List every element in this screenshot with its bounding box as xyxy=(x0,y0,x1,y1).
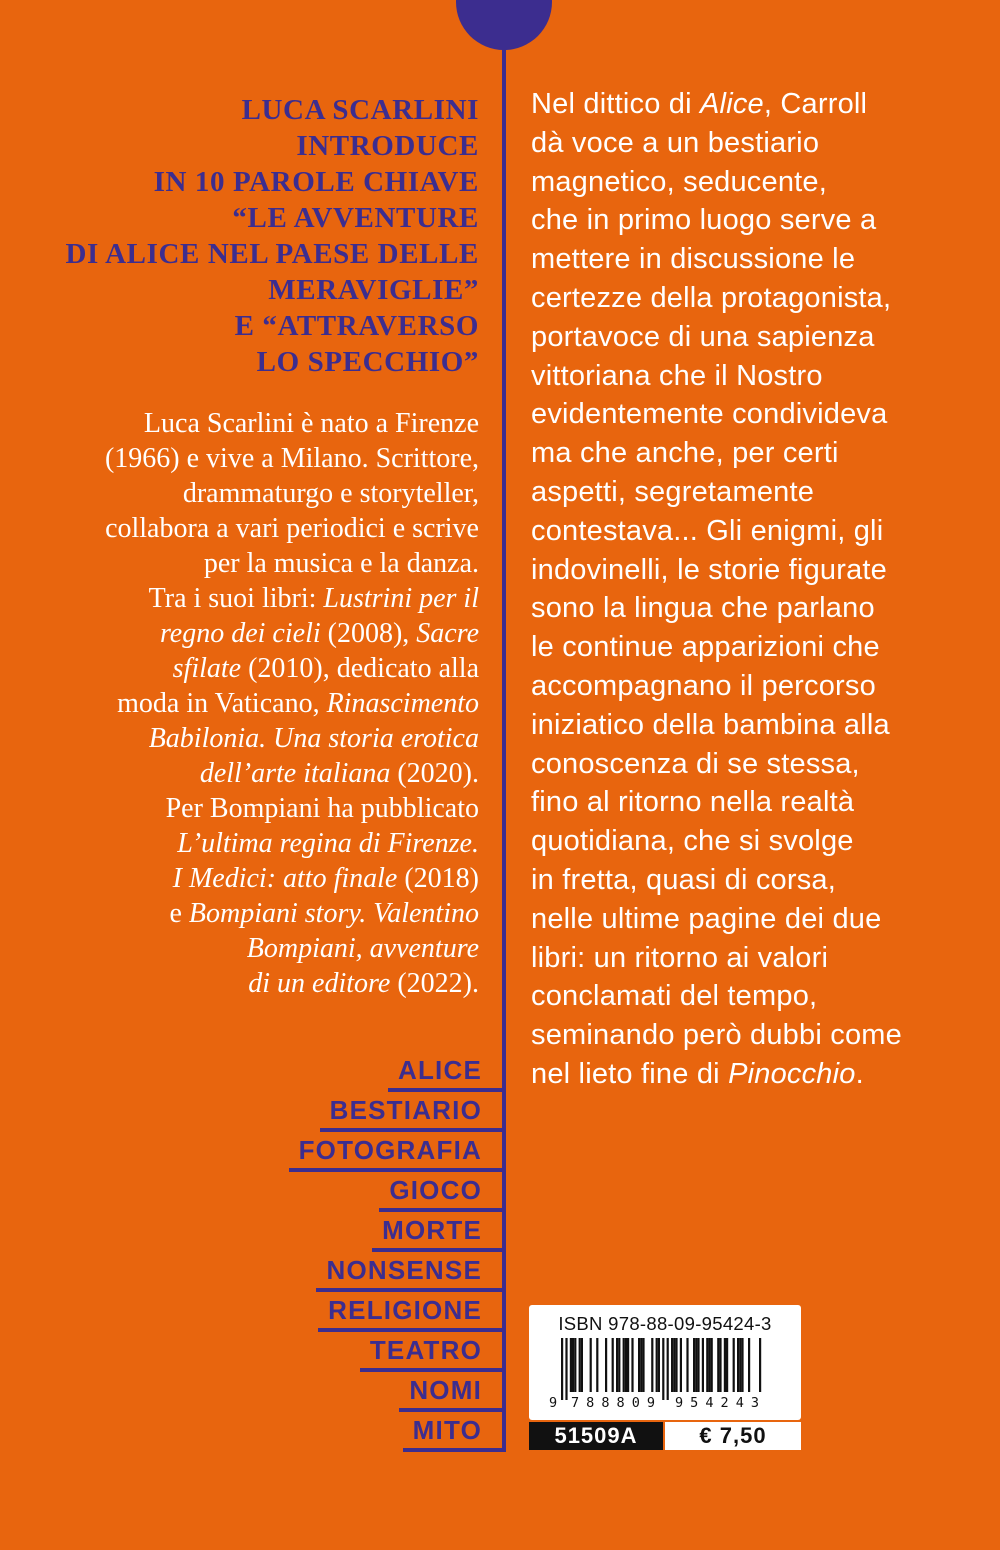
text-line: LO SPECCHIO” xyxy=(256,346,479,378)
text-line: le continue apparizioni che xyxy=(531,631,880,664)
keywords-list xyxy=(289,1052,506,1452)
keyword-item: MITO xyxy=(403,1412,506,1452)
text-line: Per Bompiani ha pubblicato xyxy=(165,793,479,824)
text-line: vittoriana che il Nostro xyxy=(531,359,823,392)
text-line: regno dei cieli (2008), Sacre xyxy=(159,618,479,649)
text-line: conclamati del tempo, xyxy=(531,980,818,1013)
text-line: magnetico, seducente, xyxy=(531,165,827,198)
text-line: nel lieto fine di Pinocchio. xyxy=(531,1057,864,1090)
isbn-text: ISBN 978-88-09-95424-3 xyxy=(558,1313,772,1334)
text-line: sono la lingua che parlano xyxy=(531,592,875,625)
keyword-item: GIOCO xyxy=(379,1172,506,1212)
text-line: Babilonia. Una storia erotica xyxy=(148,723,479,754)
label-bottom-row xyxy=(529,1422,801,1450)
text-line: ma che anche, per certi xyxy=(531,437,839,470)
text-line: sfilate (2010), dedicato alla xyxy=(172,653,479,684)
keyword-item: MORTE xyxy=(372,1212,506,1252)
ean-barcode xyxy=(545,1338,785,1410)
text-line: e Bompiani story. Valentino xyxy=(169,898,479,929)
text-line: evidentemente condivideva xyxy=(531,398,888,431)
svg-text:788809: 788809 xyxy=(571,1395,655,1410)
text-line: Luca Scarlini è nato a Firenze xyxy=(143,408,479,439)
text-line: contestava... Gli enigmi, gli xyxy=(531,514,884,547)
keyword-item: ALICE xyxy=(388,1052,506,1092)
text-line: che in primo luogo serve a xyxy=(531,204,877,237)
keyword-item: NONSENSE xyxy=(316,1252,506,1292)
text-line: MERAVIGLIE” xyxy=(268,274,479,306)
text-line: mettere in discussione le xyxy=(531,243,856,276)
text-line: collabora a vari periodici e scrive xyxy=(105,513,479,544)
text-line: I Medici: atto finale (2018) xyxy=(172,863,479,894)
isbn-box xyxy=(529,1305,801,1420)
publisher-code: 51509A xyxy=(529,1422,663,1450)
text-line: nelle ultime pagine dei due xyxy=(531,902,882,935)
text-line: Nel dittico di Alice, Carroll xyxy=(531,88,868,120)
text-line: L’ultima regina di Firenze. xyxy=(177,828,479,859)
text-line: accompagnano il percorso xyxy=(531,669,876,702)
text-line: conoscenza di se stessa, xyxy=(531,747,860,780)
keyword-item: BESTIARIO xyxy=(320,1092,506,1132)
svg-text:9: 9 xyxy=(549,1395,558,1410)
text-line: E “ATTRAVERSO xyxy=(234,310,479,342)
text-line: Tra i suoi libri: Lustrini per il xyxy=(148,583,479,614)
text-line: quotidiana, che si svolge xyxy=(531,825,854,858)
price: € 7,50 xyxy=(665,1422,801,1450)
keyword-item: TEATRO xyxy=(360,1332,506,1372)
keyword-item: NOMI xyxy=(399,1372,506,1412)
text-line: iniziatico della bambina alla xyxy=(531,708,890,741)
text-line: per la musica e la danza. xyxy=(203,548,479,579)
text-line: aspetti, segretamente xyxy=(531,475,815,508)
text-line: seminando però dubbi come xyxy=(531,1019,902,1052)
back-cover-blurb xyxy=(531,85,902,1094)
author-bio xyxy=(105,406,479,1001)
text-line: moda in Vaticano, Rinascimento xyxy=(117,688,479,719)
svg-text:954243: 954243 xyxy=(675,1395,759,1410)
text-line: (1966) e vive a Milano. Scrittore, xyxy=(104,443,479,474)
barcode-label xyxy=(529,1305,801,1450)
text-line: dà voce a un bestiario xyxy=(531,126,820,159)
text-line: indovinelli, le storie figurate xyxy=(531,553,887,586)
text-line: in fretta, quasi di corsa, xyxy=(531,863,837,896)
keyword-item: FOTOGRAFIA xyxy=(289,1132,506,1172)
text-line: fino al ritorno nella realtà xyxy=(531,786,855,819)
intro-heading xyxy=(65,92,479,380)
text-line: INTRODUCE xyxy=(296,130,479,162)
text-line: portavoce di una sapienza xyxy=(531,320,875,353)
text-line: LUCA SCARLINI xyxy=(241,94,479,126)
keyword-item: RELIGIONE xyxy=(318,1292,506,1332)
text-line: drammaturgo e storyteller, xyxy=(182,478,479,509)
text-line: libri: un ritorno ai valori xyxy=(531,941,829,974)
text-line: DI ALICE NEL PAESE DELLE xyxy=(65,238,479,270)
ornament-circle xyxy=(456,0,552,50)
text-line: certezze della protagonista, xyxy=(531,281,892,314)
text-line: “LE AVVENTURE xyxy=(232,202,479,234)
text-line: di un editore (2022). xyxy=(248,968,479,999)
text-line: dell’arte italiana (2020). xyxy=(199,758,479,789)
text-line: Bompiani, avventure xyxy=(246,933,479,964)
text-line: IN 10 PAROLE CHIAVE xyxy=(153,166,479,198)
